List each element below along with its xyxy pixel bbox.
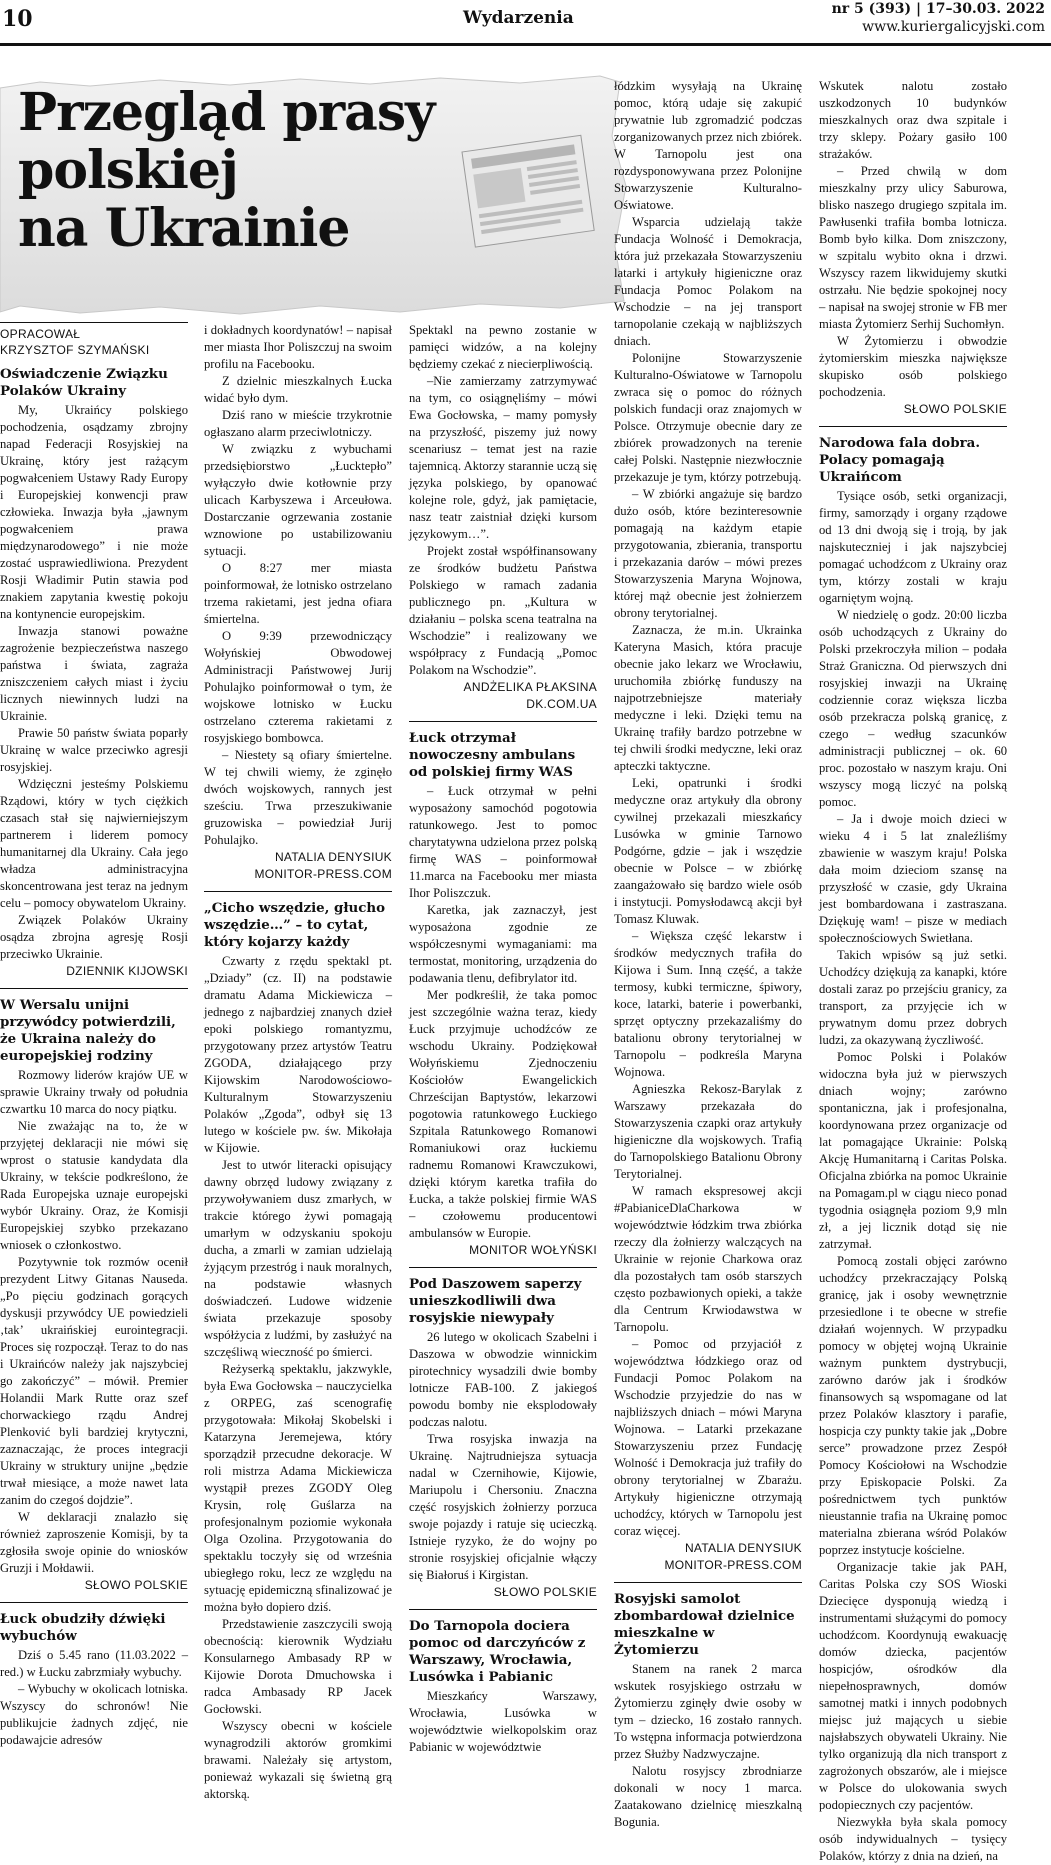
article-title: W Wersalu unijni przywódcy potwierdzili, że Ukraina należy do europejskiej rodziny <box>0 997 176 1064</box>
paragraph: – Pomoc od przyjaciół z województwa łódzkiego oraz od Fundacji Pomoc Polakom na Wschodzie przyjedzie do nas w najbliższych dniach – mówi Maryna Wojnowa. – Latarki przekazane Stowarzyszeniu przez Fundację Wolność i Demokracja już trafiły do obrony terytorialnej w Zbarażu. Artykuły higieniczne otrzymają uchodźcy, których w Tarnopolu jest coraz więcej. <box>614 1337 802 1538</box>
paragraph: – Przed chwilą w dom mieszkalny przy ulicy Saburowa, blisko naszego drugiego szpitala im. Pawłusenki trafiła bomba lotnicza. Bomb było kilka. Dom zniszczony, w szpitalu wybito okna i drzwi. Wszyscy razem likwidujemy skutki ostrzału. Nie będzie spokojnej nocy – napisał na swojej stronie w FB mer miasta Żytomierz Serhij Suchomłyn. <box>819 164 1007 331</box>
paragraph: 26 lutego w okolicach Szabelni i Daszowa w obwodzie winnickim pirotechnicy wysadzili dwie bomby lotnicze FAB-100. Z jakiegoś powodu bomby nie eksplodowały podczas nalotu. <box>409 1330 597 1429</box>
article-source: SŁOWO POLSKIE <box>493 1585 597 1599</box>
paragraph: Nie zważając na to, że w przyjętej deklaracji nie mówi się wprost o statusie kandydata dla Ukrainy, w tekście podkreślono, że Rada Europejska uznaje europejski wybór Ukrainy. Oraz, że Komisji Europejskiej szybko przekazano wniosek o członkostwo. <box>0 1119 188 1252</box>
byline-author: KRZYSZTOF SZYMAŃSKI <box>0 343 150 357</box>
article-title: Pod Daszowem saperzy unieszkodliwili dwa rosyjskie niewypały <box>409 1276 582 1326</box>
article-title: Oświadczenie Związku Polaków Ukrainy <box>0 366 168 399</box>
paragraph: Rozmowy liderów krajów UE w sprawie Ukrainy trwały od południa czwartku 10 marca do nocy piątku. <box>0 1068 188 1116</box>
section-title: Wydarzenia <box>463 8 574 28</box>
paragraph: Stanem na ranek 2 marca wskutek rosyjskiego ostrzału w Żytomierzu zginęły dwie osoby w tym – dziecko, 16 zostało rannych. To wstępna informacja potwierdzona przez Służby Nadzwyczajne. <box>614 1662 802 1761</box>
article-source: DZIENNIK KIJOWSKI <box>66 964 188 978</box>
article-source: SŁOWO POLSKIE <box>84 1578 188 1592</box>
divider <box>409 721 597 722</box>
divider <box>409 1267 597 1268</box>
paragraph: W niedzielę o godz. 20:00 liczba osób uchodzących z Ukrainy do Polski przekroczyła milion – podała Straż Graniczna. Od pierwszych dni rosyjskiej inwazji na Ukrainę codziennie coraz większa liczba osób przekracza polską granicę, z czego – według szacunków administracji publicznej – ok. 60 proc. pozostało w naszym kraju. Oni wszyscy mogą liczyć na polską pomoc. <box>819 608 1007 809</box>
paragraph: i dokładnych koordynatów! – napisał mer miasta Ihor Poliszczuj na swoim profilu na Facebooku. <box>204 323 392 371</box>
paragraph: Spektakl na pewno zostanie w pamięci widzów, a na kolejny będziemy czekać z niecierpliwością. <box>409 323 597 371</box>
paragraph: Projekt został współfinansowany ze środków budżetu Państwa Polskiego w ramach zadania publicznego pn. „Kultura w działaniu – polska scena teatralna na Wschodzie” i realizowany we współpracy z Fundacją „Pomoc Polakom na Wschodzie”. <box>409 544 597 677</box>
paragraph: Reżyserką spektaklu, jakzwykle, była Ewa Gocłowska – nauczycielka z ORPEG, zaś scenografię przygotowała: Mikołaj Skobelski i Katarzyna Jeremejewa, który sporządził przecudne dekoracje. W roli mistrza Adama Mickiewicza wystąpił prezes ZGODY Oleg Krysin, rolę Guślarza na profesjonalnym poziomie wykonała Olga Ozolina. Przygotowania do spektaklu toczyły się od września ubiegłego roku, lecz ze względu na sytuację epidemiczną sfinalizować je można było dopiero dziś. <box>204 1362 392 1614</box>
article-title: Łuck otrzymał nowoczesny ambulans od polskiej firmy WAS <box>409 730 576 780</box>
paragraph: łódzkim wysyłają na Ukrainę pomoc, którą udaje się zakupić prywatnie lub zgromadzić podczas zorganizowanych przez nich zbiórek. W Tarnopolu jest ona rozdysponowywana przez Polonijne Stowarzyszenie Kulturalno-Oświatowe. <box>614 79 802 212</box>
title-line: Przegląd prasy <box>18 82 435 143</box>
paragraph: W Żytomierzu i obwodzie żytomierskim mieszka największe skupisko osób polskiego pochodzenia. <box>819 334 1007 399</box>
paragraph: Jest to utwór literacki opisujący dawny obrzęd ludowy związany z przywoływaniem dusz zmarłych, w trakcie którego żywi pomagają umarłym w odzyskaniu spokoju ducha, a zmarli w zamian udzielają żyjącym przestróg i nauk moralnych, na podstawie własnych doświadczeń. Ludowe widzenie świata przekazuje sposoby współżycia z ludźmi, by zasłużyć na szczęśliwą wieczność po śmierci. <box>204 1158 392 1359</box>
paragraph: O 9:39 przewodniczący Wołyńskiej Obwodowej Administracji Państwowej Jurij Pohulajko poinformował o tym, że wojskowe lotnisko w Łucku ostrzelano czterema rakietami z rosyjskiego bombowca. <box>204 629 392 745</box>
article-source: ANDŻELIKA PŁAKSINA <box>463 680 597 694</box>
divider <box>614 1582 802 1583</box>
paragraph: Wdzięczni jesteśmy Polskiemu Rządowi, który w tych ciężkich czasach stał się najwierniejszym partnerem i liderem pomocy humanitarnej dla Ukrainy. Cała jego władza administracyjna skoncentrowana jest teraz na jednym celu – pomocy obywatelom Ukrainy. <box>0 777 188 910</box>
paragraph: –Nie zamierzamy zatrzymywać na tym, co osiągnęliśmy – mówi Ewa Gocłowska, – mamy pomysły na przyszłość, piszemy już nowy scenariusz – temat jest na razie tajemnicą. Aktorzy starannie uczą się języka polskiego, by opanować kolejne role, gdyż, jak pamiętacie, nasz teatr zaistniał dzięki kursom językowym…”. <box>409 374 597 541</box>
paragraph: My, Ukraińcy polskiego pochodzenia, osądzamy zbrojny napad Federacji Rosyjskiej na Ukrainę, który jest rażącym pogwałceniem Ustawy Rady Europy i Europejskiej konwencji praw człowieka. Inwazja była „jawnym pogwałceniem prawa międzynarodowego” i nie może zostać usprawiedliwiona. Prezydent Rosji Władimir Putin stawia pod znakiem zapytania kwestię pokoju na kontynencie europejskim. <box>0 403 188 621</box>
paragraph: Pomoc Polski i Polaków widoczna była już w pierwszych dniach wojny; zarówno spontaniczna, jak i profesjonalna, koordynowana przez organizacje od lat pomagające Ukrainie: Polską Akcję Humanitarną i Caritas Polska. Oficjalna zbiórka na pomoc Ukrainie na Pomagam.pl w ciągu nieco ponad tygodnia osiągnęła poziom 9,9 mln zł, a jej licznik dotąd się nie zatrzymał. <box>819 1050 1007 1251</box>
column-1 <box>0 322 188 1747</box>
divider <box>204 891 392 892</box>
article-source: NATALIA DENYSIUK <box>684 1541 802 1555</box>
paragraph: Z dzielnic mieszkalnych Łucka widać było dym. <box>204 374 392 405</box>
paragraph: W związku z wybuchami przedsiębiorstwo „Łucktepło” wyłączyło dwie kotłownie przy ulicach Karbyszewa i Arceułowa. Dostarczanie ogrzewania zostanie wznowione po ustabilizowaniu sytuacji. <box>204 442 392 558</box>
paragraph: Trwa rosyjska inwazja na Ukrainę. Najtrudniejsza sytuacja nadal w Czernihowie, Kijowie, Mariupolu i Chersoniu. Znaczna część rosyjskich żołnierzy porzuca swoje pojazdy i ratuje się ucieczką. Istnieje ryzyko, że do wojny po stronie rosyjskiej oficjalnie włączy się Białoruś i Kirgistan. <box>409 1432 597 1582</box>
paragraph: Takich wpisów są już setki. Uchodźcy dziękują za kanapki, które dostali zaraz po przejściu granicy, za transport, za przyjęcie ich w prywatnym domu przez dobrych ludzi, za okazywaną życzliwość. <box>819 948 1007 1047</box>
paragraph: W deklaracji znalazło się również zaproszenie Komisji, by ta zgłosiła swoje opinie do wniosków Gruzji i Mołdawii. <box>0 1510 188 1575</box>
article-source: MONITOR WOŁYŃSKI <box>469 1243 597 1257</box>
header-rule <box>0 43 1051 46</box>
paragraph: Inwazja stanowi poważne zagrożenie bezpieczeństwa naszego państwa i świata, zagraża zniszczeniem całych miast i życiu licznych niewinnych ludzi na Ukrainie. <box>0 624 188 723</box>
article-title: Rosyjski samolot zbombardował dzielnice mieszkalne w Żytomierzu <box>614 1591 795 1658</box>
paragraph: O 8:27 mer miasta poinformował, że lotnisko ostrzelano trzema rakietami, jest jedna ofiara śmiertelna. <box>204 561 392 626</box>
article-source-site: DK.COM.UA <box>526 697 597 711</box>
paragraph: Tysiące osób, setki organizacji, firmy, samorządy i organy rządowe od 13 dni dwoją się i troją, by jak najskuteczniej i jak najszybciej pomagać uchodźcom z Ukrainy oraz tym, którzy zostali w kraju ogarniętym wojną. <box>819 489 1007 605</box>
paragraph: Mer podkreślił, że taka pomoc jest szczególnie ważna teraz, kiedy Łuck przyjmuje uchodźców ze wschodu Ukrainy. Podziękował Wołyńskiemu Zjednoczeniu Kościołów Ewangelickich Chrześcijan Baptystów, lekarzowi pogotowia ratunkowego Łuckiego Szpitala Ratunkowego Romanowi Romaniukowi oraz łuckiemu radnemu Romanowi Krawczukowi, dzięki którym karetka trafiła do Łucka, a także polskiej firmie WAS – czołowemu producentowi ambulansów w Europie. <box>409 988 597 1240</box>
page-title <box>18 84 434 258</box>
paragraph: Przedstawienie zaszczycili swoją obecnością: kierownik Wydziału Konsularnego Ambasady RP w Kijowie Dorota Dmuchowska i radca Ambasady RP Jacek Gocłowski. <box>204 1617 392 1716</box>
paragraph: Czwarty z rzędu spektakl pt. „Dziady” (cz. II) na podstawie dramatu Adama Mickiewicza – jednego z najbardziej znanych dzieł epoki polskiego romantyzmu, przygotowany przez artystów Teatru ZGODA, działającego przy Kijowskim Narodowościowo-Kulturalnym Stowarzyszeniu Polaków „Zgoda”, odbył się 13 lutego w kościele pw. św. Mikołaja w Kijowie. <box>204 954 392 1155</box>
paragraph: – Wybuchy w okolicach lotniska. Wszyscy do schronów! Nie publikujcie żadnych zdjęć, nie podawajcie adresów <box>0 1682 188 1747</box>
paragraph: – Niestety są ofiary śmiertelne. W tej chwili wiemy, że zginęło dwóch wojskowych, rannych jest sześciu. Trwa przeszukiwanie gruzowiska – powiedział Jurij Pohulajko. <box>204 748 392 847</box>
author-byline <box>0 322 188 358</box>
article-title: Narodowa fala dobra. Polacy pomagają Ukraińcom <box>819 435 980 485</box>
paragraph: Agnieszka Rekosz-Barylak z Warszawy przekazała do Stowarzyszenia czapki oraz artykuły higieniczne dla wojskowych. Trafią do Tarnopolskiego Batalionu Obrony Terytorialnej. <box>614 1082 802 1181</box>
issue-number: nr 5 (393) | 17–30.03. 2022 <box>831 1 1045 17</box>
divider <box>409 1609 597 1610</box>
paragraph: Leki, opatrunki i środki medyczne oraz artykuły dla obrony cywilnej przekazali mieszkańcy Lusówka w gminie Tarnowo Podgórne, gdzie – jak i wszędzie obecnie w Polsce – w zbiórkę zaangażowało się bardzo wiele osób i instytucji. Pomysłodawcą akcji był Tomasz Kluwak. <box>614 776 802 926</box>
paragraph: Dziś o 5.45 rano (11.03.2022 – red.) w Łucku zabrzmiały wybuchy. <box>0 1648 188 1679</box>
paragraph: Dziś rano w mieście trzykrotnie ogłaszano alarm przeciwlotniczy. <box>204 408 392 439</box>
article-source: SŁOWO POLSKIE <box>903 402 1007 416</box>
article-title: „Cicho wszędzie, głucho wszędzie…” – to cytat, który kojarzy każdy <box>204 900 386 950</box>
title-line: polskiej <box>18 140 238 201</box>
paragraph: Związek Polaków Ukrainy osądza zbrojna agresję Rosji przeciwko Ukrainie. <box>0 913 188 961</box>
divider <box>819 426 1007 427</box>
paragraph: Prawie 50 państw świata poparły Ukrainę w walce przeciwko agresji rosyjskiej. <box>0 726 188 774</box>
column-5 <box>819 78 1007 1863</box>
paragraph: – Łuck otrzymał w pełni wyposażony samochód pogotowia ratunkowego. Jest to pomoc charytatywna udzielona przez polską firmę WAS – poinformował 11.marca na Facebooku mer miasta Ihor Poliszczuk. <box>409 784 597 900</box>
article-title: Łuck obudziły dźwięki wybuchów <box>0 1611 166 1644</box>
paragraph: Nalotu rosyjscy zbrodniarze dokonali w nocy 1 marca. Zaatakowano dzielnicę mieszkalną Boguniа. <box>614 1764 802 1829</box>
byline-label: OPRACOWAŁ <box>0 327 81 341</box>
paragraph: Mieszkańcy Warszawy, Wrocławia, Lusówka w województwie wielkopolskim oraz Pabianic w województwie <box>409 1689 597 1754</box>
paragraph: Polonijne Stowarzyszenie Kulturalno-Oświatowe w Tarnopolu zwraca się o pomoc do różnych polskich fundacji oraz znajomych w Polsce. Otrzymuje obecnie dary ze zbiórek prowadzonych na terenie całej Polski. Następnie niezwłocznie przekazuje je tym, którzy potrzebują. <box>614 351 802 484</box>
column-4 <box>614 78 802 1829</box>
paragraph: Niezwykła była skala pomocy osób indywidualnych – tysięcy Polaków, którzy z dnia na dzień, na <box>819 1815 1007 1863</box>
paragraph: W ramach ekspresowej akcji #PabianiceDlaCharkowa w województwie łódzkim trwa zbiórka rzeczy dla żołnierzy walczących na Ukrainie w rejonie Charkowa oraz dla pozostałych tam osób starszych często pozbawionych opieki, a także dla Centrum Krwiodawstwa w Tarnopolu. <box>614 1184 802 1334</box>
newspaper-icon <box>462 135 594 247</box>
paragraph: Pomocą zostali objęci zarówno uchodźcy przekraczający Polską granicę, jak i osoby wewnętrznie przesiedlone i te obecne w strefie działań wojennych. W przypadku pomocy w objętej wojną Ukrainie ważnym punktem dystrybucji, zarówno darów jak i środków finansowych są wspomagane od lat przez Polaków klasztory i parafie, hospicja czy punkty takie jak „Dobre serce” prowadzone przez Zespół Pomocy Kościołowi na Wschodzie przy Episkopacie Polski. Za pośrednictwem tych punktów nieustannie trafia na Ukrainę pomoc materialna zbierana wśród Polaków poprzez instytucje kościelne. <box>819 1254 1007 1557</box>
article-source-site: MONITOR-PRESS.COM <box>664 1558 802 1572</box>
paragraph: Organizacje takie jak PAH, Caritas Polska czy SOS Wioski Dziecięce dysponują wiedzą i instrumentami służącymi do pomocy uchodźcom. Koordynują ewakuację domów dziecka, pacjentów hospicjów, ośrodków dla niepełnosprawnych, domów samotnej matki i innych podobnych miejsc już mających u siebie najsłabszych obywateli Ukrainy. Nie tylko organizują dla nich transport z zagrożonych obszarów, ale i miejsce w Polsce do ulokowania swych podopiecznych czy pacjentów. <box>819 1560 1007 1812</box>
article-source: NATALIA DENYSIUK <box>274 850 392 864</box>
paragraph: – Większa część lekarstw i środków medycznych trafiła do Kijowa i Sum. Inną część, a także termosy, kubki termiczne, śpiwory, koce, latarki, baterie i powerbanki, sprzęt optyczny przekazaliśmy do batalionu obrony terytorialnej w Tarnopolu – podkreśla Maryna Wojnowa. <box>614 929 802 1079</box>
divider <box>0 1602 188 1603</box>
article-title: Do Tarnopola dociera pomoc od darczyńców z Warszawy, Wrocławia, Lusówka i Pabianic <box>409 1618 586 1685</box>
column-2 <box>204 322 392 1801</box>
paragraph: Wskutek nalotu zostało uszkodzonych 10 budynków mieszkalnych oraz dwa szpitale i trzy sklepy. Pożary gasiło 100 strażaków. <box>819 79 1007 161</box>
paragraph: Karetka, jak zaznaczył, jest wyposażona zgodnie ze współczesnymi wymaganiami: ma termostat, monitoring, urządzenia do podawania tlenu, defibrylator itd. <box>409 903 597 985</box>
divider <box>0 988 188 989</box>
article-source-site: MONITOR-PRESS.COM <box>254 867 392 881</box>
issue-info <box>832 0 1045 36</box>
paragraph: Pozytywnie tok rozmów ocenił prezydent Litwy Gitanas Nauseda. „Po pięciu godzinach gorących dyskusji przywódcy UE powiedzieli ‚tak’ ukraińskiej eurointegracji. Proces się rozpoczął. Teraz to do nas i Ukraińców należy jak najszybciej go zakończyć” – mówił. Premier Holandii Mark Rutte oraz szef chorwackiego rządu Andrej Plenković byli bardziej krytyczni, zaznaczając, że proces integracji Ukrainy w struktury unijne „będzie trwał miesiące, a może nawet lata zanim do czegoś dojdzie”. <box>0 1255 188 1507</box>
paragraph: Wszyscy obecni w kościele wynagrodzili aktorów gromkimi brawami. Należały się artystom, ponieważ wykazali się świetną grą aktorską. <box>204 1719 392 1801</box>
paragraph: Zaznacza, że m.in. Ukrainka Kateryna Masich, która pracuje obecnie jako lekarz we Wrocławiu, uruchomiła zbiórkę funduszy na najpotrzebniejsze materiały medyczne i leki. Dzięki temu na Ukrainę trafiły bardzo potrzebne w tej chwili środki medyczne, leki oraz apteczki taktyczne. <box>614 623 802 773</box>
website-link[interactable]: www.kuriergalicyjski.com <box>862 19 1045 35</box>
page-number: 10 <box>2 6 33 32</box>
column-3 <box>409 322 597 1754</box>
paragraph: – W zbiórki angażuje się bardzo dużo osób, które bezinteresownie pomagają na każdym etapie przygotowania, zbierania, transportu i przekazania darów – mówi prezes Stowarzyszenia Maryna Wojnowa, której mąż obecnie jest żołnierzem obrony terytorialnej. <box>614 487 802 620</box>
title-line: na Ukrainie <box>18 198 350 259</box>
paragraph: – Ja i dwoje moich dzieci w wieku 4 i 5 lat znaleźliśmy zbawienie w waszym kraju! Polska dała moim dzieciom szansę na przyszłość w czasie, gdy Ukraina jest bombardowana i zastraszana. Dziękuję wam! – pisze w mediach społecznościowych Swietłana. <box>819 812 1007 945</box>
paragraph: Wsparcia udzielają także Fundacja Wolność i Demokracja, która już przekazała Stowarzyszeniu latarki i artykuły higieniczne oraz Fundacja Pomoc Polakom na Wschodzie – na jej transport tarnopolanie czekają w najbliższych dniach. <box>614 215 802 348</box>
